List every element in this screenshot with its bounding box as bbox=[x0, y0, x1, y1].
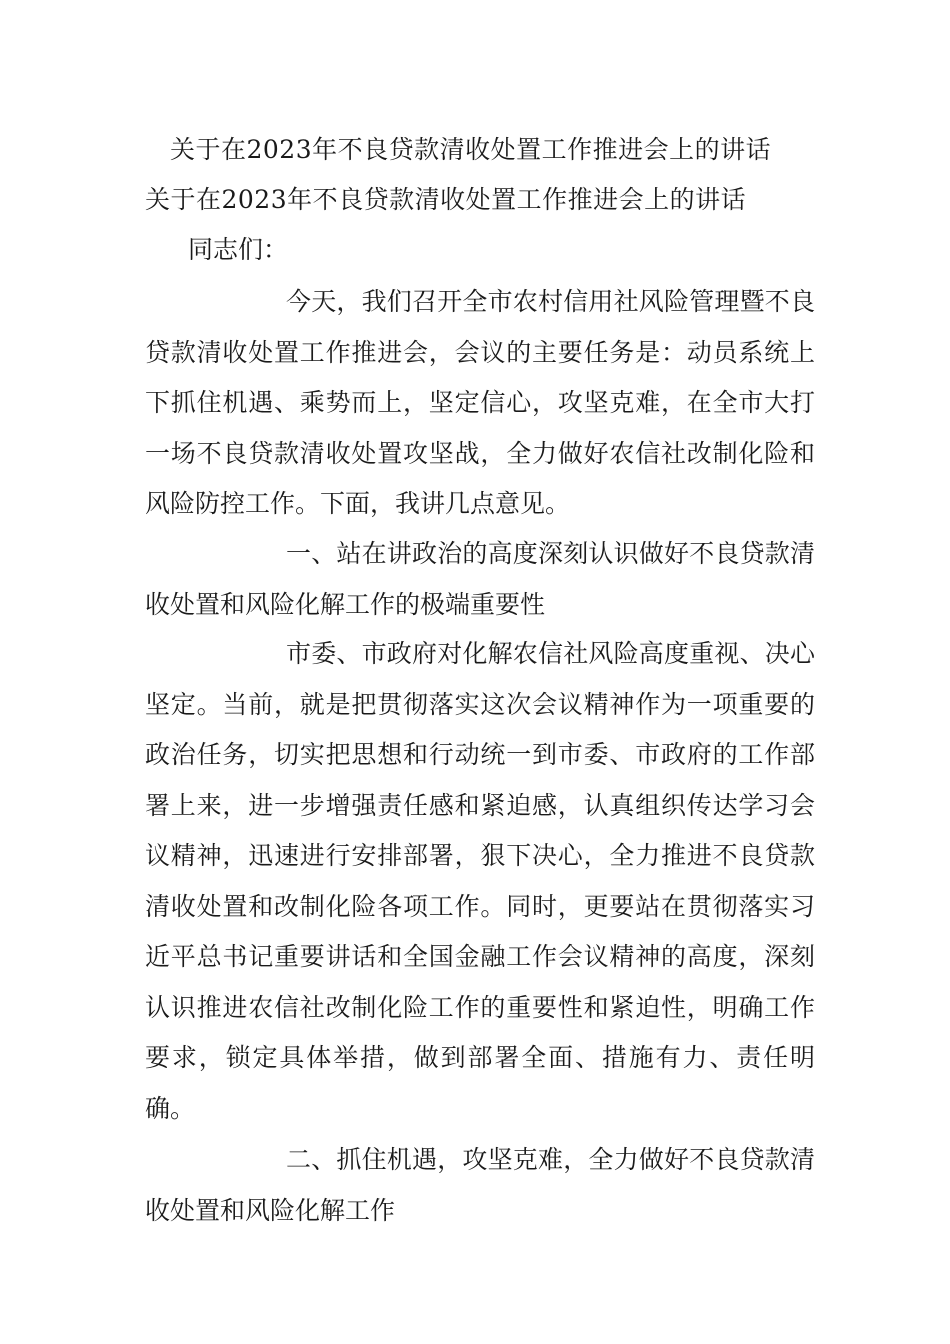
paragraph-section-1: 市委、市政府对化解农信社风险高度重视、决心坚定。当前，就是把贯彻落实这次会议精神作为一项重要的政治任务，切实把思想和行动统一到市委、市政府的工作部署上来，进一步增强责任感和紧迫感，认真组织传达学习会议精神，迅速进行安排部署，狠下决心，全力推进不良贷款清收处置和改制化险各项工作。同时，更要站在贯彻落实习近平总书记重要讲话和全国金融工作会议精神的高度，深刻认识推进农信社改制化险工作的重要性和紧迫性，明确工作要求，锁定具体举措，做到部署全面、措施有力、责任明确。 bbox=[145, 639, 815, 1123]
section-heading-1: 一、站在讲政治的高度深刻认识做好不良贷款清收处置和风险化解工作的极端重要性 bbox=[145, 539, 815, 619]
paragraph-intro: 今天，我们召开全市农村信用社风险管理暨不良贷款清收处置工作推进会，会议的主要任务是：动员系统上下抓住机遇、乘势而上，坚定信心，攻坚克难，在全市大打一场不良贷款清收处置攻坚战，全力做好农信社改制化险和风险防控工作。下面，我讲几点意见。 bbox=[145, 287, 815, 518]
document-title: 关于在2023年不良贷款清收处置工作推进会上的讲话 bbox=[170, 135, 772, 164]
greeting: 同志们： bbox=[188, 235, 289, 264]
section-heading-2: 二、抓住机遇，攻坚克难，全力做好不良贷款清收处置和风险化解工作 bbox=[145, 1145, 815, 1225]
document-title-repeat: 关于在2023年不良贷款清收处置工作推进会上的讲话 bbox=[145, 185, 747, 214]
